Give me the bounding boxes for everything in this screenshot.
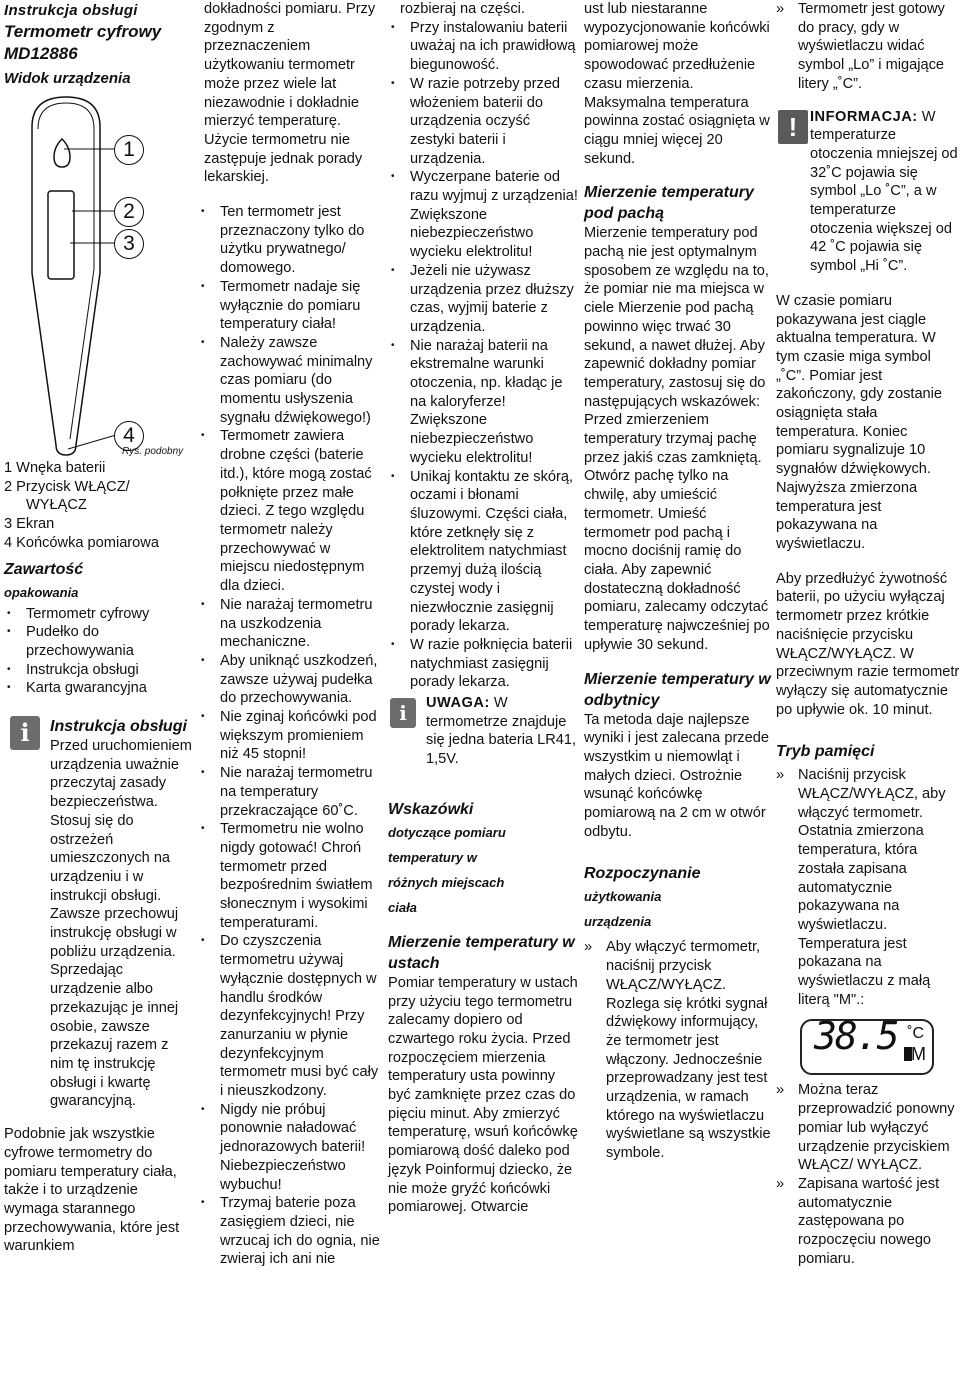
lcd-value: 38.5 [814, 1014, 898, 1059]
memory-steps-continued [776, 1081, 960, 1268]
info-box [4, 716, 194, 1111]
list-item: • Termometr cyfrowy [4, 605, 194, 624]
start-subtitle-2: urządzenia [584, 914, 652, 930]
rectal-text: Ta metoda daje najlepsze wyniki i jest zalecana przede wszystkim u niemowląt i małych dzieci. Ostrożnie wsunąć końcówkę pomiarową na 2 cm w otwór odbytu. [584, 711, 769, 840]
list-item: • Nie narażaj termometru na temperatury przekraczające 60˚C. [198, 764, 382, 820]
list-item: • Nigdy nie próbuj ponownie naładować jednorazowych baterii! Niebezpieczeństwo wybuchu! [198, 1101, 382, 1195]
info-note [776, 108, 960, 276]
section-packaging: opakowania [4, 584, 79, 600]
mouth-text: Pomiar temperatury w ustach przy użyciu tego termometru zalecamy dopiero od czwartego roku życia. Przed rozpoczęciem mierzenia temperatury usta powinny być zamknięte przez czas do pięciu minut. Aby zmierzyć temperaturę, wsuń końcówkę pomiarową dość daleko pod język Poinformuj dziecko, że nie może gryźć końcówki pomiarowej. Otwarcie [388, 974, 578, 1216]
armpit-title: Mierzenie temperatury pod pachą [584, 184, 754, 223]
callout-1: 1 [114, 135, 144, 165]
column-3 [388, 0, 578, 1217]
mouth-title: Mierzenie temperatury w ustach [388, 933, 575, 972]
memory-steps [776, 766, 960, 1009]
part-item: 4 Końcówka pomiarowa [4, 534, 159, 551]
list-item: • Trzymaj baterie poza zasięgiem dzieci, nie wrzucaj ich do ognia, nie zwieraj ich ani nie [198, 1194, 382, 1269]
paragraph: dokładności pomiaru. Przy zgodnym z przeznaczeniem użytkowaniu termometr może przez wiele lat niezawodnie i dokładnie mierzyć temperaturę. Użycie termometru nie zastępuje jednak porady lekarskiej. [204, 1, 376, 186]
list-item: » Termometr jest gotowy do pracy, gdy w wyświetlaczu widać symbol „Lo” i migające litery „˚C”. [776, 0, 960, 94]
tips-subtitle-1: dotyczące pomiaru [388, 824, 506, 840]
list-item: • Ten termometr jest przeznaczony tylko do użytku prywatnego/ domowego. [198, 203, 382, 278]
callout-3: 3 [114, 229, 144, 259]
parts-list [4, 459, 194, 553]
start-steps [584, 938, 772, 1162]
safety-list [194, 203, 382, 1269]
paragraph: Aby przedłużyć żywotność baterii, po użyciu wyłączaj termometr przez krótkie naciśnięcie przycisku WŁĄCZ/WYŁĄCZ. W przeciwnym razie termometr wyłączy się automatycznie po upływie ok. 10 minut. [776, 570, 960, 718]
list-item: • Termometru nie wolno nigdy gotować! Chroń termometr przed bezpośrednim światłem słonecznym i wysokimi temperaturami. [198, 820, 382, 932]
section-start: Rozpoczynanie [584, 865, 701, 883]
product-name: Termometr cyfrowy [4, 22, 162, 41]
list-item: • Unikaj kontaktu ze skórą, oczami i błonami śluzowymi. Części ciała, które zetknęły się z elektrolitem natychmiast przemyj dużą ilością czystej wody i niezwłocznie zasięgnij porady lekarza. [388, 468, 578, 636]
battery-list [388, 19, 578, 692]
list-item: » Naciśnij przycisk WŁĄCZ/WYŁĄCZ, aby włączyć termometr. Ostatnia zmierzona temperatura, która została zapisana automatycznie pokazywana na wyświetlaczu. Temperatura jest pokazana na wyświetlaczu z małą literą "M".: [776, 766, 960, 1009]
info-title: Instrukcja obsługi [50, 718, 187, 736]
column-4 [584, 0, 772, 1163]
ready-step [776, 0, 960, 94]
lcd-display [800, 1014, 934, 1075]
tips-subtitle-2: temperatury w [388, 849, 477, 865]
callout-4: 4 [114, 421, 144, 451]
warning-box [388, 694, 578, 769]
list-item: • Termometr zawiera drobne części (baterie itd.), które mogą zostać połknięte przez małe dzieci. Z tego względu termometr należy przechowywać w miejscu niedostępnym dla dzieci. [198, 427, 382, 595]
part-item: WYŁĄCZ [26, 497, 87, 514]
lcd-memory-indicator: M [911, 1044, 926, 1065]
list-item: • Należy zawsze zachowywać minimalny czas pomiaru (do momentu usłyszenia sygnału dźwiękowego!) [198, 334, 382, 428]
list-item: • Instrukcja obsługi [4, 661, 194, 680]
lcd-unit: ˚C [907, 1025, 924, 1043]
thermometer-figure [4, 93, 194, 457]
warning-label: UWAGA: [426, 695, 490, 712]
model-number: MD12886 [4, 44, 78, 63]
list-item: • W razie połknięcia baterii natychmiast zasięgnij porady lekarza. [388, 636, 578, 692]
list-item: • Jeżeli nie używasz urządzenia przez dłuższy czas, wyjmij baterie z urządzenia. [388, 262, 578, 337]
tips-subtitle-4: ciała [388, 899, 417, 915]
list-item: • Pudełko do przechowywania [4, 623, 194, 660]
section-tips: Wskazówki [388, 800, 474, 818]
list-item: • Nie zginaj końcówki pod większym promieniem niż 45 stopni! [198, 708, 382, 764]
info-text: W temperaturze otoczenia mniejszej od 32˚C pojawia się symbol „Lo ˚C”, a w temperaturze otoczenia większej od 42 ˚C pojawia się symbol „Hi ˚C”. [810, 108, 958, 275]
paragraph: rozbieraj na części. [400, 1, 525, 17]
paragraph: ust lub niestaranne wypozycjonowanie końcówki pomiarowej może spowodować przedłużenie czasu mierzenia. Maksymalna temperatura powinna zostać osiągnięta w ciągu mniej więcej 20 sekund. [584, 1, 770, 167]
part-item: 1 Wnęka baterii [4, 460, 106, 476]
thermometer-illustration [4, 93, 194, 457]
section-device-view: Widok urządzenia [4, 70, 131, 87]
info-label: INFORMACJA: [810, 108, 918, 125]
manual-title: Instrukcja obsługi [4, 2, 138, 19]
part-item: 3 Ekran [4, 516, 55, 533]
figure-caption: Rys. podobny [122, 446, 184, 457]
list-item: • W razie potrzeby przed włożeniem baterii do urządzenia oczyść zestyki baterii i urządzenia. [388, 75, 578, 169]
list-item: • Karta gwarancyjna [4, 679, 194, 698]
rectal-title: Mierzenie temperatury w odbytnicy [584, 670, 771, 709]
list-item: » Zapisana wartość jest automatycznie zastępowana po rozpoczęciu nowego pomiaru. [776, 1175, 960, 1269]
paragraph: Podobnie jak wszystkie cyfrowe termometry do pomiaru temperatury ciała, także i to urządzenie wymaga starannego przechowywania, które jest warunkiem [4, 1126, 180, 1255]
column-5 [776, 0, 960, 1268]
info-text: Przed uruchomieniem urządzenia uważnie przeczytaj zasady bezpieczeństwa. Stosuj się do ostrzeżeń umieszczonych na urządzeniu i w instrukcji obsługi. Zawsze przechowuj instrukcję obsługi w pobliżu urządzenia. Sprzedając urządzenie albo przekazując je innej osobie, zawsze przekazuj razem z nim tę instrukcję obsługi i kwartę gwarancyjną. [50, 738, 192, 1110]
list-item: • Termometr nadaje się wyłącznie do pomiaru temperatury ciała! [198, 278, 382, 334]
column-2 [194, 0, 382, 1269]
column-1 [4, 0, 194, 1256]
list-item: » Można teraz przeprowadzić ponowny pomiar lub wyłączyć urządzenie przyciskiem WŁĄCZ/ WYŁĄCZ. [776, 1081, 960, 1175]
info-icon: i [390, 698, 416, 728]
warning-text: W termometrze znajduje się jedna bateria LR41, 1,5V. [426, 695, 577, 768]
section-contents: Zawartość [4, 560, 84, 578]
section-memory: Tryb pamięci [776, 743, 875, 761]
list-item: • Przy instalowaniu baterii uważaj na ich prawidłową biegunowość. [388, 19, 578, 75]
part-item: 2 Przycisk WŁĄCZ/ [4, 478, 130, 495]
tips-subtitle-3: różnych miejscach [388, 874, 505, 890]
list-item: » Aby włączyć termometr, naciśnij przycisk WŁĄCZ/WYŁĄCZ. Rozlega się krótki sygnał dźwiękowy informujący, że termometr jest włączony. Jednocześnie przeprowadzany jest test urządzenia, w ramach którego na wyświetlaczu wyświetlane są wszystkie symbole. [584, 938, 772, 1162]
list-item: • Wyczerpane baterie od razu wyjmuj z urządzenia! Zwiększone niebezpieczeństwo wycieku elektrolitu! [388, 168, 578, 262]
start-subtitle-1: użytkowania [584, 889, 662, 905]
list-item: • Nie narażaj termometru na uszkodzenia mechaniczne. [198, 596, 382, 652]
list-item: • Do czyszczenia termometru używaj wyłącznie dostępnych w handlu środków dezynfekcyjnych! Przy zanurzaniu w płynie dezynfekcyjnym termometr musi być cały i nieuszkodzony. [198, 932, 382, 1100]
list-item: • Nie narażaj baterii na ekstremalne warunki otoczenia, np. kładąc je na kaloryferze! Zwiększone niebezpieczeństwo wycieku elektrolitu! [388, 337, 578, 468]
packaging-list [4, 605, 194, 699]
armpit-text: Mierzenie temperatury pod pachą nie jest optymalnym sposobem ze względu na to, że pomiar nie ma miejsca w ciele Mierzenie pod pachą powinno więc trwać 30 sekund, a nawet dłużej. Aby zapewnić dokładny pomiar temperatury, zastosuj się do następujących wskazówek: Przed zmierzeniem temperatury trzymaj pachę przez jakiś czas zamkniętą. Otwórz pachę tylko na chwilę, aby umieścić termometr. Umieść termometr pod pachą i mocno dociśnij ramię do ciała. Aby zapewnić dostateczną dokładność pomiaru, zalecamy odczytać temperaturę najwcześniej po upływie 30 sekund. [584, 225, 770, 653]
warning-icon: ! [778, 110, 808, 144]
info-icon: i [10, 716, 40, 750]
list-item: • Aby uniknąć uszkodzeń, zawsze używaj pudełka do przechowywania. [198, 652, 382, 708]
paragraph: W czasie pomiaru pokazywana jest ciągle aktualna temperatura. W tym czasie miga symbol „˚C”. Pomiar jest zakończony, gdy zostanie osiągnięta stała temperatura. Koniec pomiaru sygnalizuje 10 sygnałów dźwiękowych. Najwyższa zmierzona temperatura jest pokazywana na wyświetlaczu. [776, 292, 943, 552]
callout-2: 2 [114, 197, 144, 227]
